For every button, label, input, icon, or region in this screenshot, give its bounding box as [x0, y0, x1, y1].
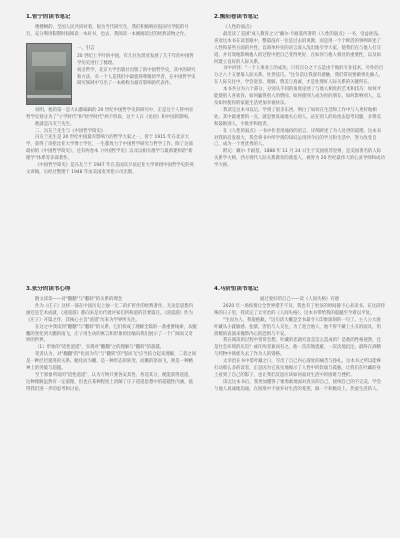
section-1-para-intro: 楼楼啊的，全国人民共同对着，很为当代研究生，我们积极响应报国号学院的号召，充分利用假期时间阅读一本好书，也去，我阅读一本刚刚读过的经典读物之作。	[26, 25, 189, 37]
section-2-para: 附记：戴尔·卡耐基，1888 年 11 月 24 日生于美国密苏里州，是美国著名的人际关系学大师，西方现代人际关系教育的奠基人，被誉为 20 世纪最伟大的心灵导师和成功学大师。	[214, 149, 385, 169]
section-2-para: 我读完这本书以后，学到了很多东西，明白了如何在生活和工作中与人更好地相处。其中最重要的一点，就是要真诚地关心别人，站在别人的角度去思考问题，多赞美和鼓励别人，少批评和指责。	[214, 107, 381, 127]
section-2-para: 书中讲到："一个人事业上的成功，只有百分之十五是由于他的专业技术，另外的百分之八十五要靠人际关系、处世技巧。"这句话让我深有感触，我们常说要做事先做人，在人际交往中，学会宽容、理解、赞美与真诚，才是处理好人际关系的关键所在。	[214, 66, 384, 86]
section-2-title: 2.衡阳卷读书笔记	[214, 14, 259, 20]
section-1-side-para: 20 世纪上半叶的中国，有几位先贤对发展了几千年的中国哲学历史进行了梳理。	[77, 53, 194, 66]
section-1-side-para: 祝圣哲学，北京大学出版社出版了的中国哲学史，其中的研究和方法，有一个人是我们中最值得尊敬的学者，在中国哲学史研究领域中写出了一本被称为最有影响的代表作。	[77, 67, 196, 87]
section-2-para: 本书共分为六个部分，分别从不同的角度论述了与他人相处的艺术和技巧：如何才能使别人喜欢你、如何赢得别人的赞同、如何使别人成为你的朋友、如何影响别人，以及如何使你的家庭生活更加幸福快乐。	[214, 87, 382, 106]
section-3-para: 作为《庄子》这样一部在中国历史上独一无二的扩折作的经典著作，无论是思想内涵还是艺术成就，《逍遥游》都向来是历代批评家们所称道的首要篇目。《逍遥游》作为《庄子》开篇之作，其核心主旨"逍遥"历来为学界所关注。	[26, 303, 194, 323]
section-1-para: 冯友兰先生是 20 世纪中国最有影响力的哲学大家之一，曾于 1915 年在北京大学，获得了哥伦比亚大学博士学位，一生都致力于中国哲学研究与哲学工作。除了这部最初的《中国哲学简史》，还有两卷本《中国哲学史》以及以相关理学与最新建构的"新理学"体系等多部著作。	[26, 135, 193, 162]
section-3	[26, 286, 197, 526]
section-1-side-text	[77, 43, 197, 105]
section-2	[214, 14, 385, 262]
book-cover-image	[26, 43, 72, 105]
section-3-para: 在这之中我读到"翻翻"与"翻转"的关系，它们构成了理解全篇的一条重要线索，从鲲鹏的变化到大鹏的南飞，庄子用生动的寓言和形象的比喻向我们展示了一个广阔而又奇妙的世界。	[26, 324, 197, 344]
section-2-para: 最近读了美国"成人教育之父"戴尔·卡耐基所著的《人性的弱点》一书，受益匪浅。喜欢这本书在读者眼中，整篇没有一位是过去的说教，而是用一个个鲜活的事例讲述了人性和某些方面的共性，以简单朴实的语言深入浅出地引导大家，使我们在与他人打交道、并有效地影响他人的过程中把自己变得更好，在如何与他人相处的重要性，以及如何建立良好的人际关系。	[214, 31, 383, 65]
section-1-figure-row	[26, 43, 197, 105]
section-3-para: 至于郭象所说的"适性逍遥"，认为万物只要各安其性、各适其分，便能获得逍遥，这种理解虽然有一定道理，但也在某种程度上消解了庄子逍遥思想中的超越性内涵，值得我们进一步的思考和讨论。	[26, 372, 193, 392]
section-3-para: （1）形象的"适性逍遥"，实现对"翻翻"之的理解与"翻转"的超越。	[35, 345, 165, 351]
section-4-para: 我在阅读的过程中常常会想，叶藏的悲剧究竟是怎么造成的？是他的性格使然，还是社会环境的压迫？或许两者兼而有之。他一次次地逃避，一次次地沉沦，最终在酒精与药物中彻底失去了作为人的资格。	[214, 338, 382, 358]
section-4-title: 4.马阶恒读书笔记	[214, 286, 259, 292]
section-4	[214, 286, 385, 526]
section-4-subtitle: 通过爱好的自己——读《人间失格》有感	[259, 297, 340, 302]
section-4-para: 太宰治在书中借叶藏之口，写出了自己内心深处的痛苦与挣扎。这本书之所以能够打动那么多的读者，正是因为它真实地揭示了人性中的软弱与孤独，让我们在叶藏的身上看到了自己的影子，也让我们反思应该如何面对生活中的困难与挫折。	[214, 359, 382, 378]
section-3-para: 笔者认为，对"翻翻"的"化而为鸟"与"翻转"的"怒而飞"应当结合起来理解，二者之间是一种层层递进的关系。鲲化而为鹏，是一种形态的转变，而鹏的怒而飞，则是一种精神上的突破与超越。	[26, 352, 197, 372]
section-1-para: 说明、他的第一是大山都编辑的 20 世纪中国哲学史的研究中，正是这个人得中国哲学史划分为了"子学时代"和"经学时代"两个阶段，这个人在《论语》和中国的影响。	[26, 107, 193, 120]
section-1-para: 《中国哲学简史》是冯友兰于 1947 年在美国宾夕法尼亚大学讲授中国哲学史的英文讲稿，后经过整理于 1948 年由美国麦米伦公司出版。	[26, 163, 194, 175]
section-3-para: 散文读读——对"翻翻"与"翻转"的关系的理念	[35, 297, 123, 302]
section-1-subheading: 一、引言	[77, 45, 95, 51]
section-1-para: 他就是冯友兰先生。	[35, 121, 75, 127]
section-2-para: 《人性的弱点》	[223, 25, 254, 30]
section-1-para: 二、冯友兰先生与《中国哲学简史》	[35, 128, 106, 134]
section-1-title: 1.管宁的读书笔记	[26, 14, 71, 20]
section-4-para: 读完这本书后，我更加懂得了要勇敢地面对真实的自己，接纳自己的不完美，学会与他人真诚地沟通，在困境中不放弃对生活的希望，做一个积极向上、热爱生活的人。	[214, 379, 382, 392]
section-3-title: 3.张分的读书心得	[26, 286, 71, 292]
section-2-para: 在《人性的弱点》一书中作者用通俗的语言，详细讲述了为人处世的道理，这本书对我的启发很大，我会将书中所学到的知识运用到今后的学习和生活中，努力改变自己，成为一个更优秀的人。	[214, 128, 382, 148]
section-4-para: "生而为人，我很抱歉。"这句话大概是全书最令人印象深刻的一句了。主人公大庭叶藏从小就敏感、怯懦，害怕与人交往，为了迎合他人，他不得不戴上小丑的面具，用滑稽的表演来掩饰内心的恐惧与不安。	[214, 317, 381, 337]
section-1	[26, 14, 197, 262]
section-4-para: 2020 年一场疫情让全世界措手不及，我也有了更多的时间静下心来读书。在这段特殊的日子里，我读完了太宰治的《人间失格》，这本书带给我的震撼至今难以平复。	[214, 303, 385, 316]
